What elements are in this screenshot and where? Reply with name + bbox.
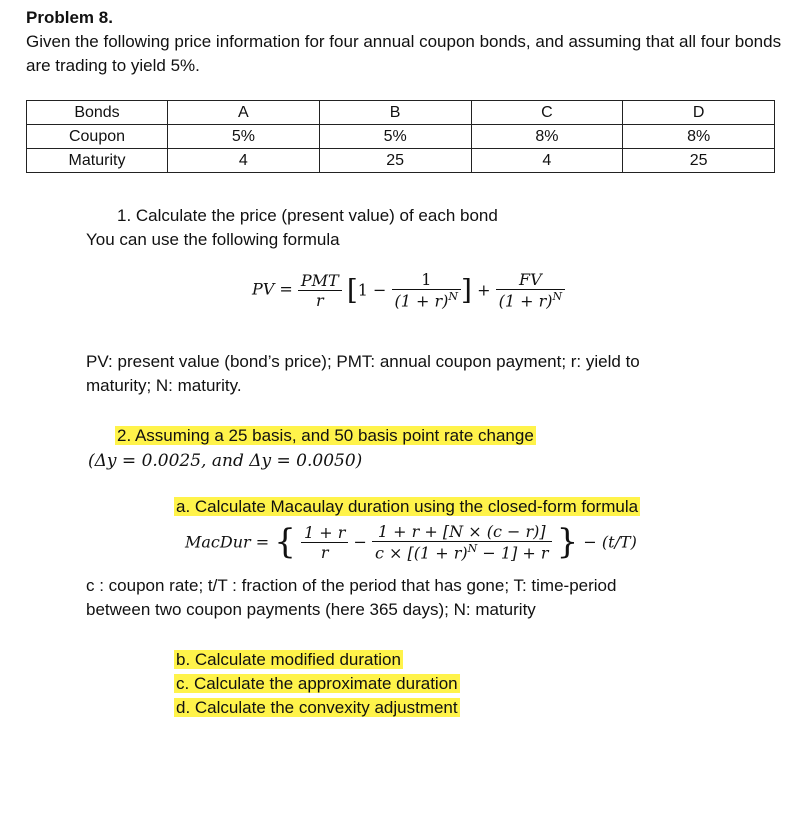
one-over-compound	[392, 270, 462, 310]
q1-line2: You can use the following formula	[86, 230, 340, 249]
exponent-n-2: N	[552, 290, 563, 303]
qb-label	[174, 648, 403, 672]
pmt: PMT	[298, 271, 342, 291]
table-row	[27, 149, 775, 173]
one: 1	[392, 270, 462, 290]
pv-formula	[252, 270, 565, 310]
macdur-lhs: MacDur =	[185, 532, 270, 552]
table-header-row	[27, 101, 775, 125]
q2-line1	[115, 424, 536, 448]
table-cell: 8%	[623, 125, 775, 149]
minus: −	[353, 532, 367, 552]
table-cell: 5%	[168, 125, 320, 149]
q1-line1: 1. Calculate the price (present value) of each bond	[117, 206, 498, 225]
fv: FV	[496, 270, 566, 290]
intro-text: Given the following price information for four annual coupon bonds, and assuming that all four bonds are trading to yield 5%.	[26, 32, 782, 75]
brace-open: {	[274, 522, 296, 563]
bond-table	[26, 100, 775, 173]
second-denominator-exponent: N	[467, 542, 478, 555]
second-denominator: c × [(1 + r)	[374, 543, 468, 563]
qa-legend-line1: c : coupon rate; t/T : fraction of the period that has gone; T: time-period	[86, 576, 617, 595]
second-denominator-rest: − 1] + r	[477, 543, 549, 563]
qd-highlight: d. Calculate the convexity adjustment	[176, 698, 458, 717]
table-header-cell: B	[319, 101, 471, 125]
macdur-formula	[185, 522, 637, 562]
table-cell: Maturity	[27, 149, 168, 173]
compound-denom: (1 + r)	[394, 291, 449, 311]
second-fraction	[372, 522, 552, 562]
first-numerator: 1 + r	[301, 523, 348, 543]
one-minus: 1 −	[357, 280, 387, 300]
qb-highlight: b. Calculate modified duration	[176, 650, 401, 669]
q2-line2: (Δy = 0.0025, and Δy = 0.0050)	[88, 451, 363, 471]
plus: +	[477, 280, 491, 300]
qa-legend-line2: between two coupon payments (here 365 days); N: maturity	[86, 600, 536, 619]
table-header-cell: D	[623, 101, 775, 125]
table-header-cell: Bonds	[27, 101, 168, 125]
q1-legend-line1: PV: present value (bond’s price); PMT: annual coupon payment; r: yield to	[86, 352, 640, 371]
table-cell: 4	[168, 149, 320, 173]
qa-label	[174, 495, 640, 519]
bracket-open: [	[346, 273, 358, 307]
pv-lhs: PV =	[252, 279, 293, 299]
problem-title: Problem 8.	[26, 8, 113, 27]
table-cell: 4	[471, 149, 623, 173]
table-row	[27, 125, 775, 149]
table-header-cell: C	[471, 101, 623, 125]
first-fraction	[301, 523, 348, 562]
qc-label	[174, 672, 460, 696]
table-cell: 8%	[471, 125, 623, 149]
bracket-close: ]	[461, 273, 472, 307]
qc-highlight: c. Calculate the approximate duration	[176, 674, 458, 693]
time-fraction: − (t/T)	[583, 532, 637, 552]
r: r	[315, 290, 324, 310]
qd-label	[174, 696, 460, 720]
q1-legend-line2: maturity; N: maturity.	[86, 376, 242, 395]
first-denominator: r	[320, 542, 329, 562]
table-cell: 25	[623, 149, 775, 173]
table-cell: 5%	[319, 125, 471, 149]
pmt-over-r	[298, 271, 342, 310]
table-cell: Coupon	[27, 125, 168, 149]
brace-close: }	[556, 522, 579, 563]
table-cell: 25	[319, 149, 471, 173]
compound-denom-2: (1 + r)	[498, 291, 553, 311]
q2-line1-highlight: 2. Assuming a 25 basis, and 50 basis point rate change	[117, 426, 534, 445]
exponent-n: N	[448, 290, 459, 303]
qa-label-highlight: a. Calculate Macaulay duration using the closed-form formula	[176, 497, 639, 516]
second-numerator: 1 + r + [N × (c − r)]	[372, 522, 552, 542]
table-header-cell: A	[168, 101, 320, 125]
fv-over-compound	[496, 270, 566, 310]
